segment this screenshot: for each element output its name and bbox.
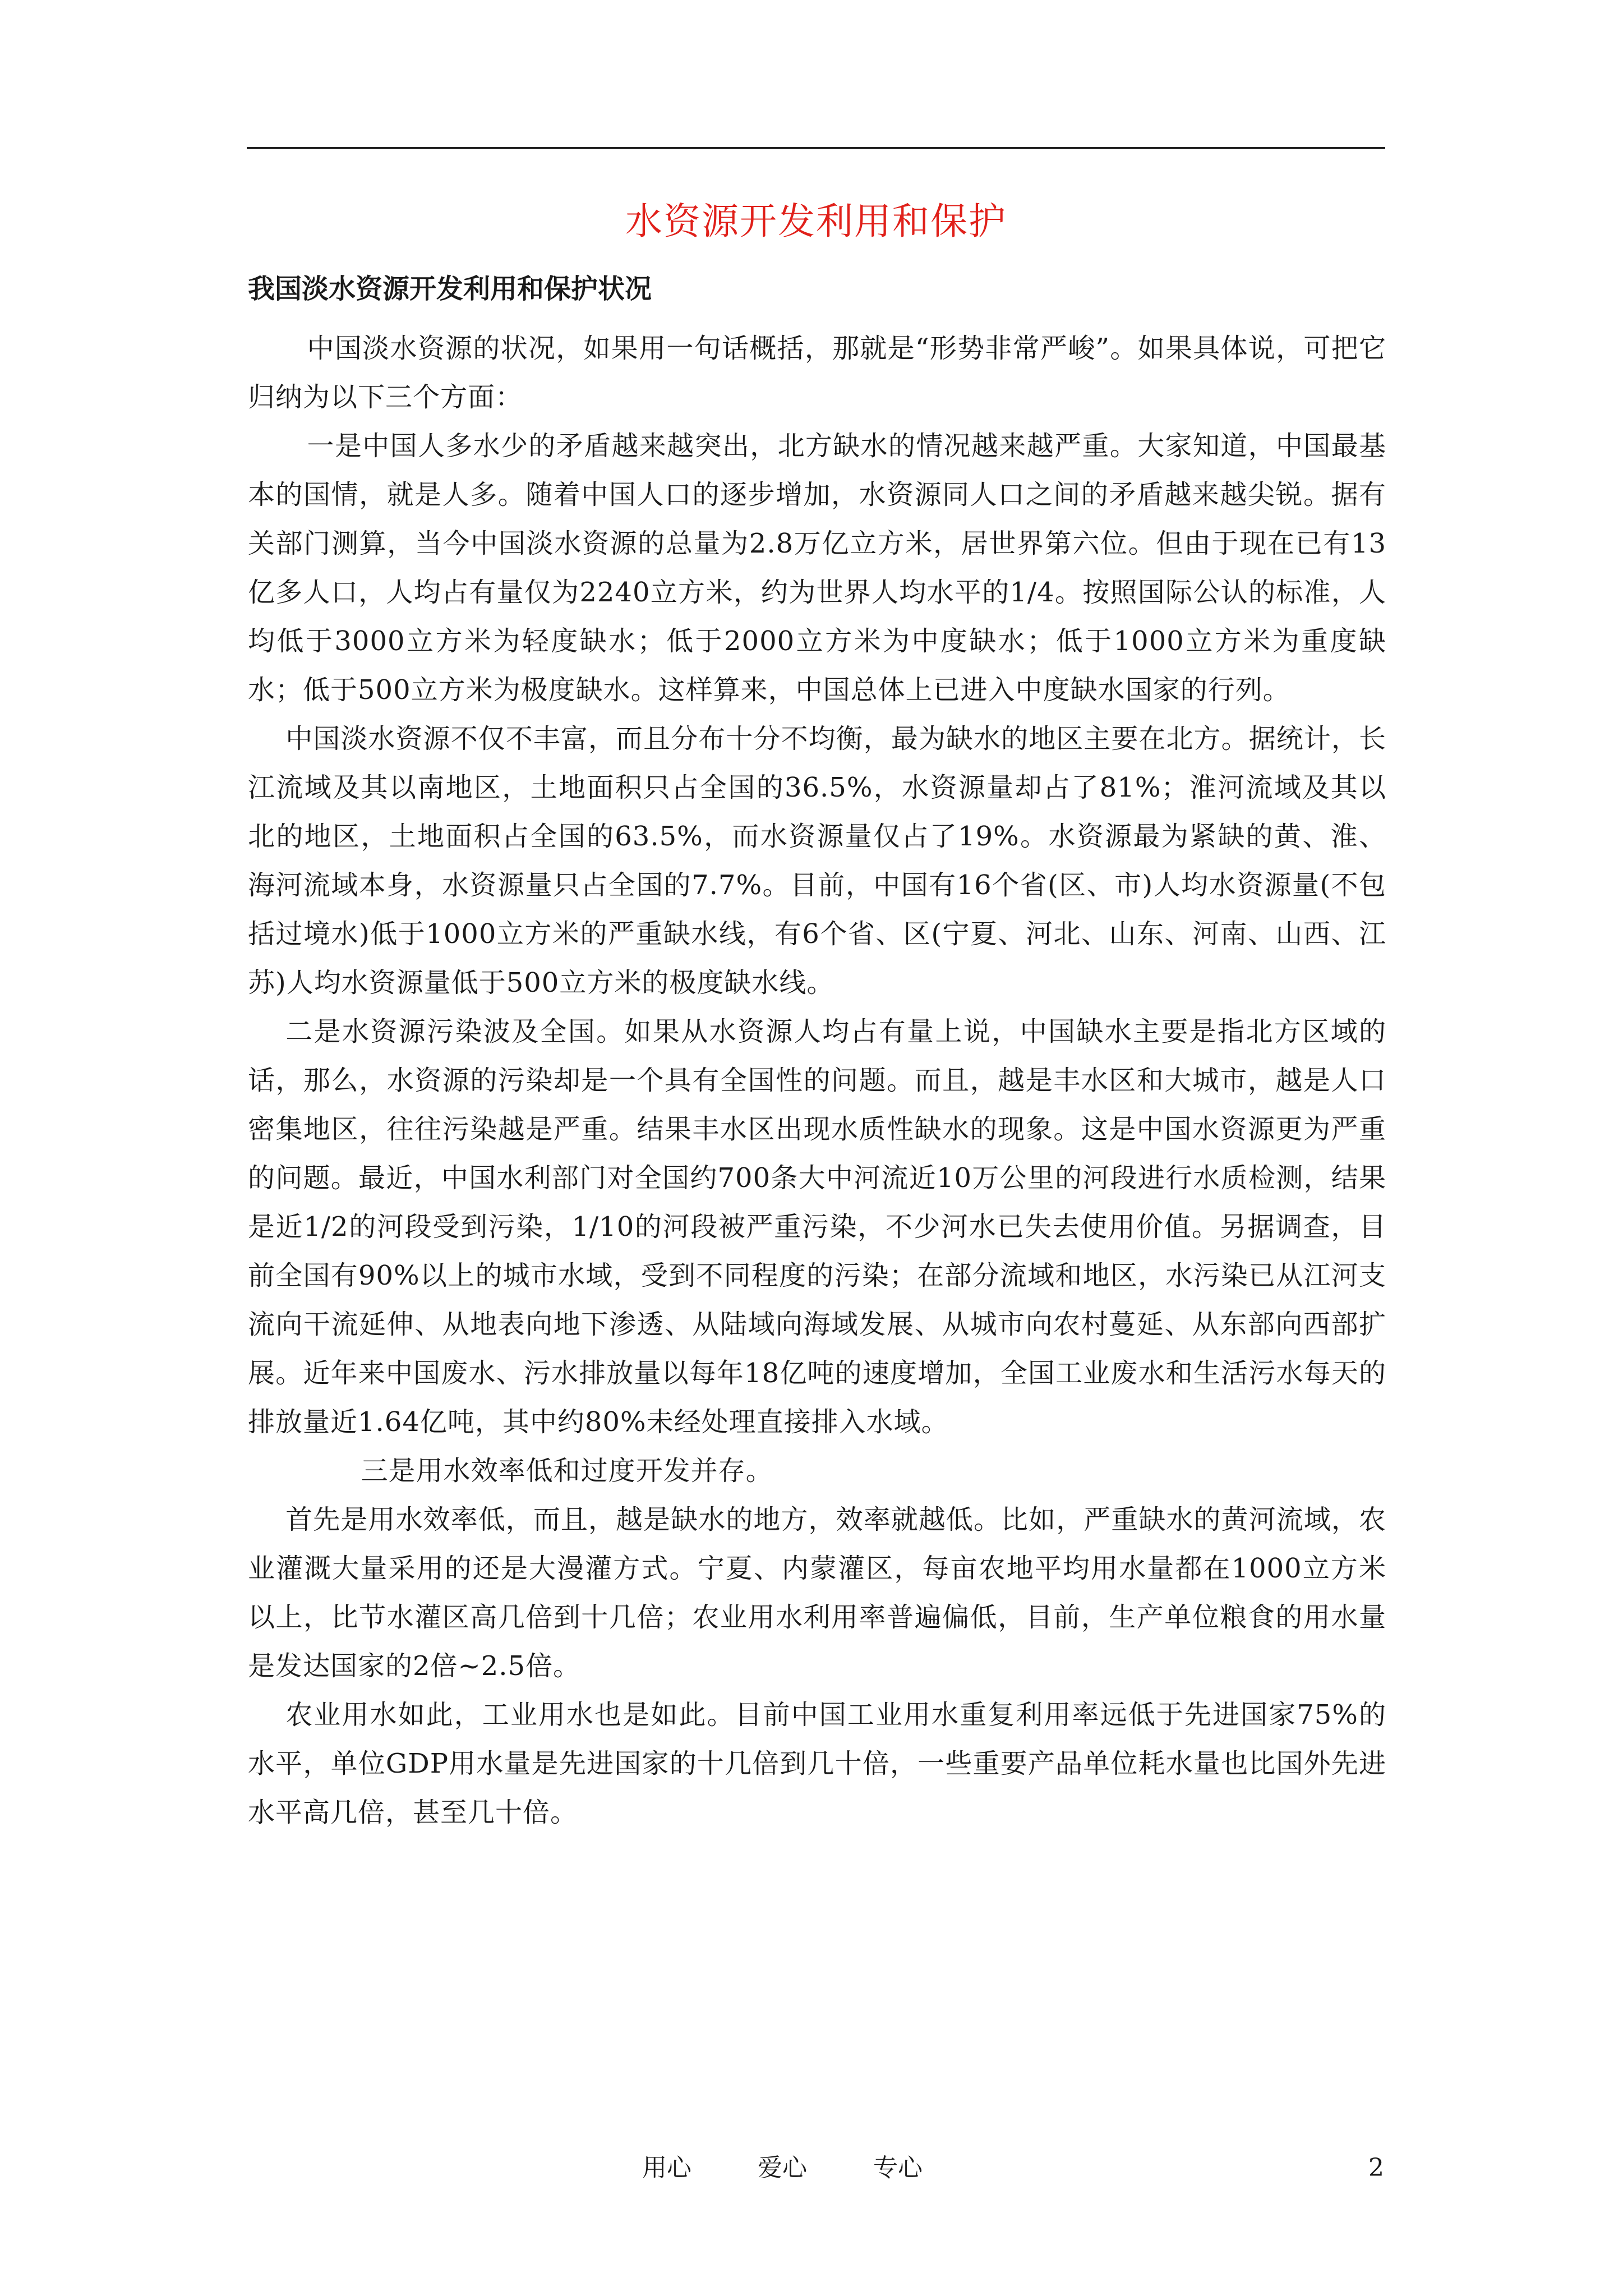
document-title: 水资源开发利用和保护 (625, 200, 1007, 243)
section-heading: 我国淡水资源开发利用和保护状况 (248, 273, 652, 305)
footer-motto-item: 用心 (642, 2154, 691, 2182)
paragraph-efficiency: 首先是用水效率低，而且，越是缺水的地方，效率就越低。比如，严重缺水的黄河流域，农业灌溉大量采用的还是大漫灌方式。宁夏、内蒙灌区，每亩农地平均用水量都在1000立方米以上，比节水灌区高几倍到十几倍；农业用水利用率普遍偏低，目前，生产单位粮食的用水量是发达国家的2倍~2.5倍。 (248, 1504, 1386, 1682)
paragraph-distribution: 中国淡水资源不仅不丰富，而且分布十分不均衡，最为缺水的地区主要在北方。据统计，长江流域及其以南地区，土地面积只占全国的36.5%，水资源量却占了81%；淮河流域及其以北的地区，土地面积占全国的63.5%，而水资源量仅占了19%。水资源最为紧缺的黄、淮、海河流域本身，水资源量只占全国的7.7%。目前，中国有16个省(区、市)人均水资源量(不包括过境水)低于1000立方米的严重缺水线，有6个省、区(宁夏、河北、山东、河南、山西、江苏)人均水资源量低于500立方米的极度缺水线。 (248, 723, 1386, 999)
document-body (248, 324, 1386, 1837)
paragraph-industry: 农业用水如此，工业用水也是如此。目前中国工业用水重复利用率远低于先进国家75%的水平，单位GDP用水量是先进国家的十几倍到几十倍，一些重要产品单位耗水量也比国外先进水平高几倍，甚至几十倍。 (248, 1699, 1386, 1828)
footer-motto (642, 2151, 923, 2185)
footer-motto-item: 爱心 (758, 2154, 807, 2182)
page-number: 2 (1368, 2154, 1384, 2182)
header-rule (247, 147, 1385, 149)
paragraph-point-three: 三是用水效率低和过度开发并存。 (361, 1455, 773, 1487)
paragraph-intro: 中国淡水资源的状况，如果用一句话概括，那就是“形势非常严峻”。如果具体说，可把它归纳为以下三个方面： (248, 333, 1386, 413)
paragraph-point-two: 二是水资源污染波及全国。如果从水资源人均占有量上说，中国缺水主要是指北方区域的话，那么，水资源的污染却是一个具有全国性的问题。而且，越是丰水区和大城市，越是人口密集地区，往往污染越是严重。结果丰水区出现水质性缺水的现象。这是中国水资源更为严重的问题。最近，中国水利部门对全国约700条大中河流近10万公里的河段进行水质检测，结果是近1/2的河段受到污染，1/10的河段被严重污染，不少河水已失去使用价值。另据调查，目前全国有90%以上的城市水域，受到不同程度的污染；在部分流域和地区，水污染已从江河支流向干流延伸、从地表向地下渗透、从陆域向海域发展、从城市向农村蔓延、从东部向西部扩展。近年来中国废水、污水排放量以每年18亿吨的速度增加，全国工业废水和生活污水每天的排放量近1.64亿吨，其中约80%未经处理直接排入水域。 (248, 1016, 1386, 1438)
paragraph-point-one: 一是中国人多水少的矛盾越来越突出，北方缺水的情况越来越严重。大家知道，中国最基本的国情，就是人多。随着中国人口的逐步增加，水资源同人口之间的矛盾越来越尖锐。据有关部门测算，当今中国淡水资源的总量为2.8万亿立方米，居世界第六位。但由于现在已有13亿多人口，人均占有量仅为2240立方米，约为世界人均水平的1/4。按照国际公认的标准，人均低于3000立方米为轻度缺水；低于2000立方米为中度缺水；低于1000立方米为重度缺水；低于500立方米为极度缺水。这样算来，中国总体上已进入中度缺水国家的行列。 (248, 430, 1386, 706)
footer-motto-item: 专心 (873, 2154, 923, 2182)
